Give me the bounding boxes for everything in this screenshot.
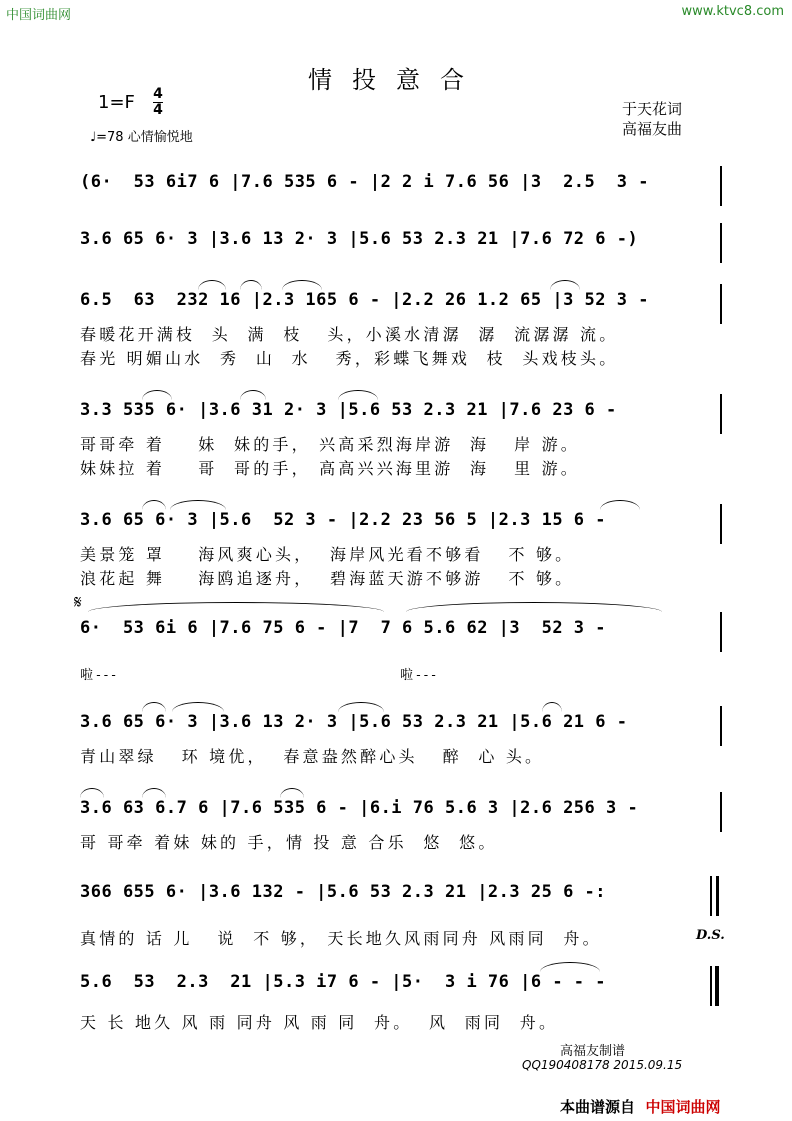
slur: [142, 788, 166, 798]
barline: [720, 166, 722, 206]
notation-line: (6· 53 6i7 6 |7.6 535 6 - |2 2 i 7.6 56 |3 2.5 3 -: [80, 172, 649, 192]
lyric-verse2: 妹妹拉 着 哥 哥的手， 高高兴兴海里游 海 里 游。: [80, 459, 581, 478]
lyric-verse2: 浪花起 舞 海鸥追逐舟， 碧海蓝天游不够游 不 够。: [80, 569, 575, 588]
notation-line: 5.6 53 2.3 21 |5.3 i7 6 - |5· 3 i 76 |6 - - -: [80, 972, 607, 992]
slur: [540, 962, 600, 972]
notation-line: 3.6 65 6· 3 |3.6 13 2· 3 |5.6 53 2.3 21 |5.6 21 6 -: [80, 712, 628, 732]
slur: [142, 390, 172, 400]
staff-row-6: [80, 618, 720, 658]
slur: [282, 280, 322, 290]
time-bottom: 4: [153, 102, 163, 118]
slur: [542, 702, 562, 712]
slur: [338, 390, 378, 400]
barline: [720, 792, 722, 832]
staff-row-9: [80, 882, 720, 922]
source-prefix: 本曲谱源自: [560, 1098, 636, 1116]
lyric-verse1: 春暖花开满枝 头 满 枝 头，小溪水清潺 潺 流潺潺 流。: [80, 325, 619, 344]
lyric-line: 天 长 地久 风 雨 同舟 风 雨 同 舟。 风 雨同 舟。: [80, 1013, 559, 1032]
barline: [720, 394, 722, 434]
final-barline-thin: [710, 966, 712, 1006]
lyric-la-1: 啦---: [80, 668, 119, 683]
key-signature: 1=F: [98, 92, 135, 113]
segno-sign: 𝄋: [74, 592, 82, 613]
staff-row-10: [80, 972, 720, 1012]
slur: [406, 602, 662, 612]
repeat-barline: [716, 876, 719, 916]
lyricist-credit: 于天花词: [622, 100, 683, 118]
slur: [240, 280, 262, 290]
notation-line: 3.3 535 6· |3.6 31 2· 3 |5.6 53 2.3 21 |7.6 23 6 -: [80, 400, 617, 420]
final-barline-thick: [715, 966, 719, 1006]
lyric-line: 真情的 话 儿 说 不 够， 天长地久风雨同舟 风雨同 舟。: [80, 929, 602, 948]
slur: [550, 280, 580, 290]
site-url-right[interactable]: www.ktvc8.com: [681, 4, 784, 19]
slur: [280, 788, 304, 798]
barline: [720, 504, 722, 544]
slur: [142, 500, 166, 510]
slur: [172, 702, 224, 712]
time-top: 4: [153, 86, 163, 102]
lyric-line: 青山翠绿 环 境优， 春意盎然醉心头 醉 心 头。: [80, 747, 545, 766]
composer-credit: 高福友曲: [622, 120, 683, 138]
slur: [338, 702, 384, 712]
notation-line: 366 655 6· |3.6 132 - |5.6 53 2.3 21 |2.3 25 6 -:: [80, 882, 607, 902]
notation-line: 6· 53 6i 6 |7.6 75 6 - |7 7 6 5.6 62 |3 52 3 -: [80, 618, 607, 638]
notation-line: 6.5 63 232 16 |2.3 165 6 - |2.2 26 1.2 65 |3 52 3 -: [80, 290, 649, 310]
barline: [720, 706, 722, 746]
slur: [142, 702, 166, 712]
barline: [720, 223, 722, 263]
barline: [720, 284, 722, 324]
slur: [88, 602, 384, 612]
lyric-verse2: 春光 明媚山水 秀 山 水 秀，彩蝶飞舞戏 枝 头戏枝头。: [80, 349, 619, 368]
time-signature: [153, 88, 163, 117]
site-logo-left[interactable]: 中国词曲网: [6, 8, 72, 23]
slur: [600, 500, 640, 510]
staff-row-2: [80, 229, 720, 269]
notation-line: 3.6 63 6.7 6 |7.6 535 6 - |6.i 76 5.6 3 |2.6 256 3 -: [80, 798, 639, 818]
slur: [170, 500, 226, 510]
barline: [710, 876, 712, 916]
slur: [240, 390, 266, 400]
slur: [198, 280, 226, 290]
transcriber-contact: QQ190408178 2015.09.15: [522, 1058, 683, 1072]
source-site-link[interactable]: 中国词曲网: [645, 1098, 721, 1116]
notation-line: 3.6 65 6· 3 |5.6 52 3 - |2.2 23 56 5 |2.3 15 6 -: [80, 510, 607, 530]
slur: [80, 788, 104, 798]
lyric-verse1: 美景笼 罩 海风爽心头， 海岸风光看不够看 不 够。: [80, 545, 575, 564]
tempo-marking: ♩=78 心情愉悦地: [90, 130, 193, 145]
dal-segno-mark: D.S.: [696, 928, 725, 943]
source-note: [560, 1096, 720, 1117]
notation-line: 3.6 65 6· 3 |3.6 13 2· 3 |5.6 53 2.3 21 |7.6 72 6 -): [80, 229, 639, 249]
lyric-verse1: 哥哥牵 着 妹 妹的手， 兴高采烈海岸游 海 岸 游。: [80, 435, 581, 454]
lyric-la-2: 啦---: [400, 668, 439, 683]
lyric-line: 哥 哥牵 着妹 妹的 手，情 投 意 合乐 悠 悠。: [80, 833, 498, 852]
barline: [720, 612, 722, 652]
staff-row-1: [80, 172, 720, 212]
transcriber-credit: 高福友制谱: [560, 1044, 626, 1059]
song-title: 情投意合: [308, 66, 484, 94]
